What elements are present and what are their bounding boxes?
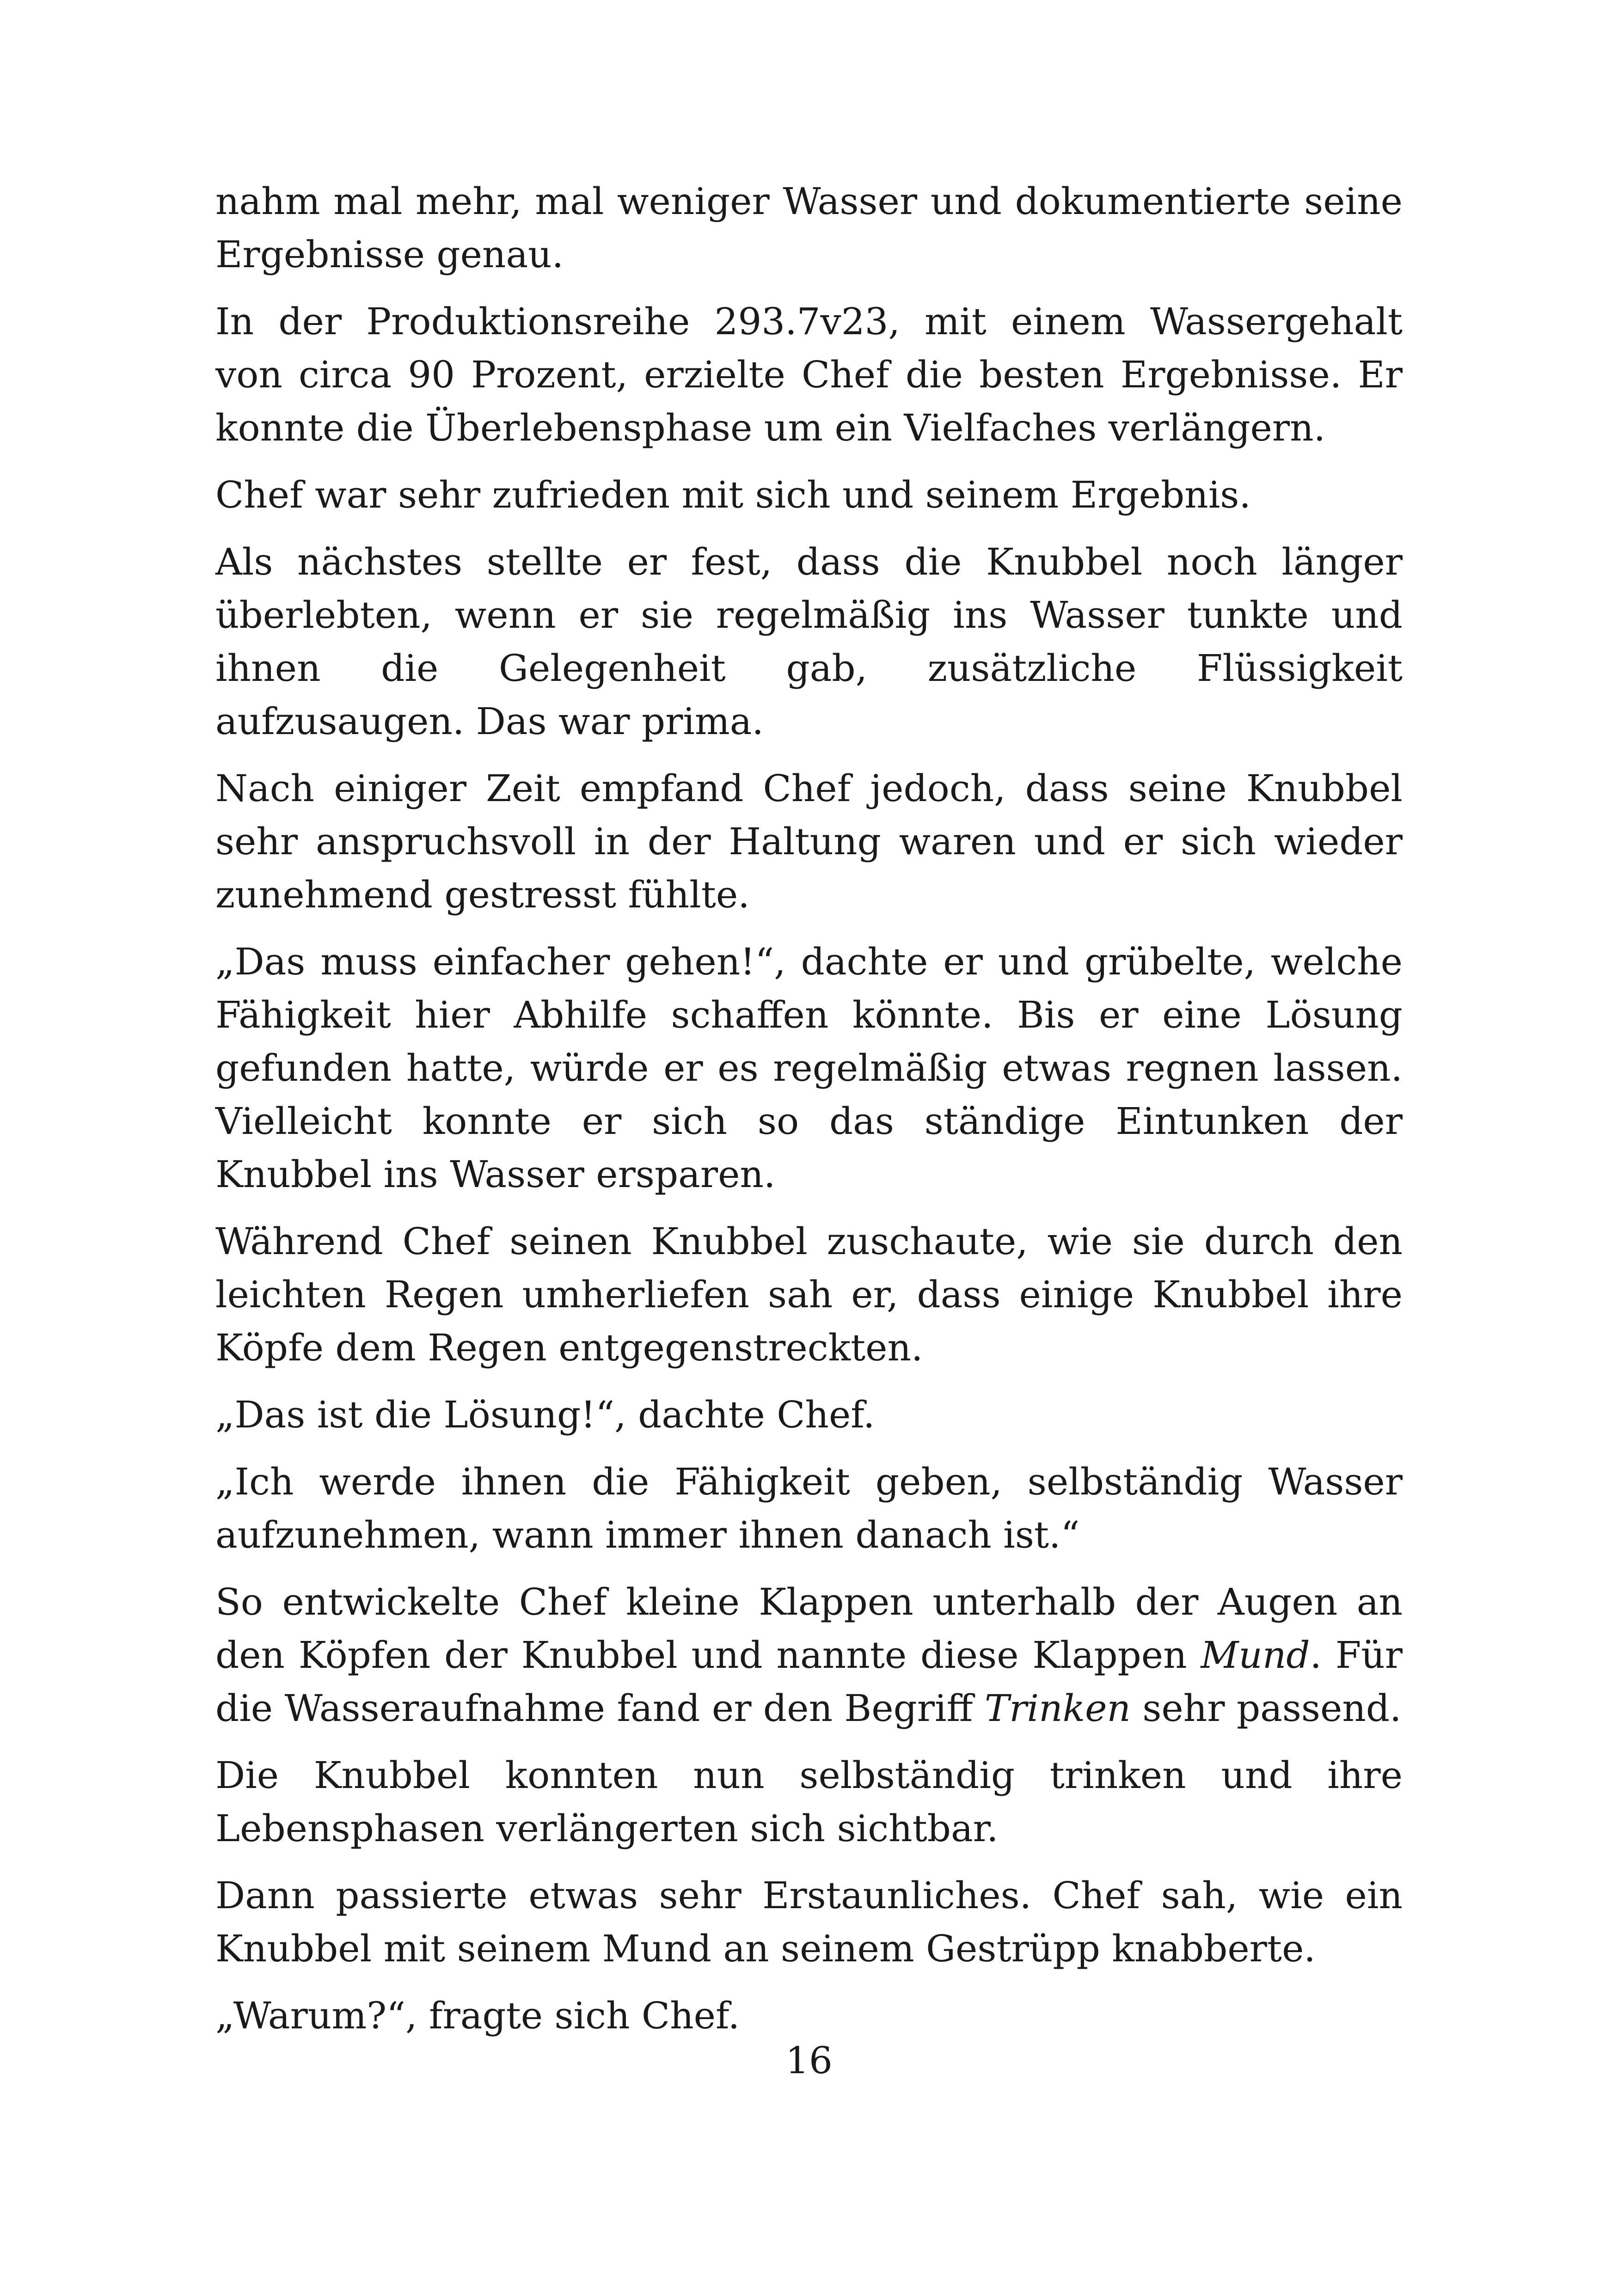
paragraph: „Das ist die Lösung!“, dachte Chef. [215, 1393, 875, 1436]
paragraph-text: . Für die Wasseraufnahme fand er den Begriff [215, 1634, 1403, 1730]
page-number: 16 [785, 2039, 833, 2082]
paragraph-with-italics [215, 1575, 1403, 1735]
paragraph: Nach einiger Zeit empfand Chef jedoch, dass seine Knubbel sehr anspruchsvoll in der Haltung waren und er sich wieder zunehmend gestresst fühlte. [215, 767, 1403, 916]
italic-term-trinken: Trinken [984, 1687, 1131, 1730]
paragraph: Die Knubbel konnten nun selbständig trinken und ihre Lebensphasen verlängerten sich sichtbar. [215, 1754, 1403, 1850]
paragraph-text: sehr passend. [1130, 1687, 1402, 1730]
paragraph: nahm mal mehr, mal weniger Wasser und dokumentierte seine Ergebnisse genau. [215, 180, 1403, 276]
paragraph: Als nächstes stellte er fest, dass die Knubbel noch länger überlebten, wenn er sie regelmäßig ins Wasser tunkte und ihnen die Gelegenheit gab, zusätzliche Flüssigkeit aufzusaugen. Das war prima. [215, 540, 1403, 743]
paragraph: „Warum?“, fragte sich Chef. [215, 1994, 740, 2037]
body-text [215, 175, 1403, 2056]
paragraph: „Ich werde ihnen die Fähigkeit geben, selbständig Wasser aufzunehmen, wann immer ihnen danach ist.“ [215, 1460, 1403, 1556]
paragraph: Während Chef seinen Knubbel zuschaute, wie sie durch den leichten Regen umherliefen sah er, dass einige Knubbel ihre Köpfe dem Regen entgegenstreckten. [215, 1220, 1403, 1369]
paragraph: Dann passierte etwas sehr Erstaunliches. Chef sah, wie ein Knubbel mit seinem Mund an seinem Gestrüpp knabberte. [215, 1874, 1403, 1970]
paragraph: Chef war sehr zufrieden mit sich und seinem Ergebnis. [215, 473, 1251, 516]
paragraph: In der Produktionsreihe 293.7v23, mit einem Wassergehalt von circa 90 Prozent, erzielte Chef die besten Ergebnisse. Er konnte die Überlebensphase um ein Vielfaches verlängern. [215, 300, 1403, 449]
paragraph: „Das muss einfacher gehen!“, dachte er und grübelte, welche Fähigkeit hier Abhilfe schaffen könnte. Bis er eine Lösung gefunden hatte, würde er es regelmäßig etwas regnen lassen. Vielleicht konnte er sich so das ständige Eintunken der Knubbel ins Wasser ersparen. [215, 940, 1403, 1196]
italic-term-mund: Mund [1201, 1634, 1310, 1677]
paragraph-text: So entwickelte Chef kleine Klappen unterhalb der Augen an den Köpfen der Knubbel und nannte diese Klappen [215, 1580, 1403, 1677]
